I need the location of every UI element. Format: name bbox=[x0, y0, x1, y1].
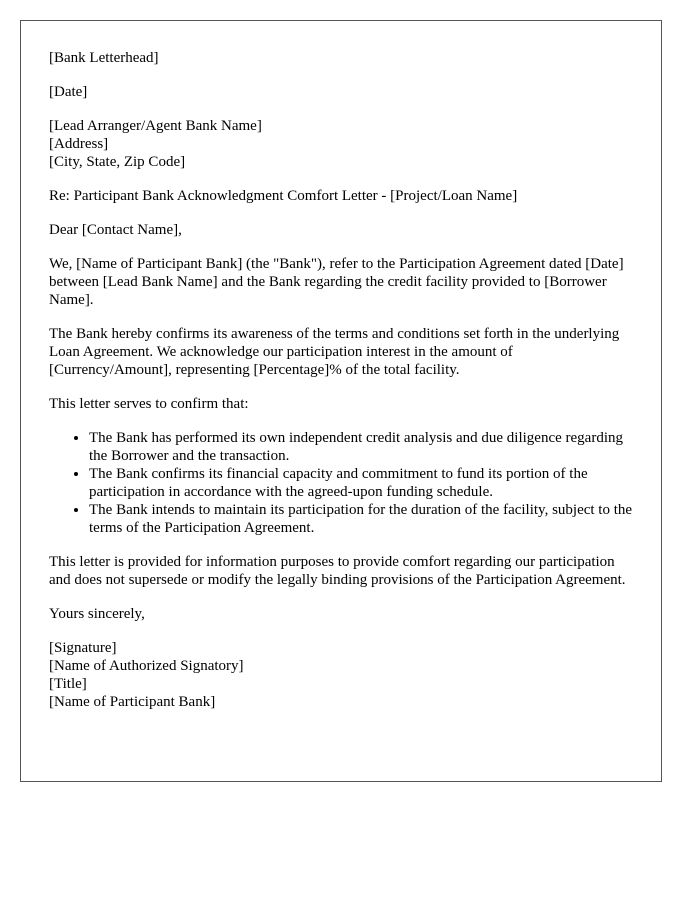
letterhead: [Bank Letterhead] bbox=[49, 50, 159, 66]
closing: Yours sincerely, bbox=[49, 606, 145, 622]
recipient-block bbox=[49, 117, 633, 171]
list-item: • The Bank confirms its financial capacity and commitment to fund its portion of the participation in accordance with the agreed-upon funding schedule. bbox=[89, 465, 633, 501]
body-paragraph: This letter serves to confirm that: bbox=[49, 396, 249, 412]
recipient-address: [Address] bbox=[49, 136, 109, 152]
letter bbox=[20, 20, 662, 782]
participant-bank: [Name of Participant Bank] bbox=[49, 694, 216, 710]
list-item: • The Bank has performed its own independent credit analysis and due diligence regarding the Borrower and the transaction. bbox=[89, 429, 633, 465]
closing-paragraph: This letter is provided for information purposes to provide comfort regarding our participation and does not supersede or modify the legally binding provisions of the Participation Agreement. bbox=[49, 554, 626, 588]
recipient-name: [Lead Arranger/Agent Bank Name] bbox=[49, 118, 262, 134]
signature: [Signature] bbox=[49, 640, 117, 656]
signatory-title: [Title] bbox=[49, 676, 87, 692]
list-item: • The Bank intends to maintain its participation for the duration of the facility, subject to the terms of the Participation Agreement. bbox=[89, 501, 633, 537]
body-paragraph: We, [Name of Participant Bank] (the "Bank"), refer to the Participation Agreement dated [Date] between [Lead Bank Name] and the Bank regarding the credit facility provided to [Borrower Name]. bbox=[49, 256, 624, 308]
recipient-city: [City, State, Zip Code] bbox=[49, 154, 186, 170]
salutation: Dear [Contact Name], bbox=[49, 222, 182, 238]
subject-line: Re: Participant Bank Acknowledgment Comfort Letter - [Project/Loan Name] bbox=[49, 188, 518, 204]
confirmation-list bbox=[49, 429, 633, 537]
date: [Date] bbox=[49, 84, 88, 100]
signature-block bbox=[49, 639, 633, 711]
body-paragraph: The Bank hereby confirms its awareness of the terms and conditions set forth in the underlying Loan Agreement. We acknowledge our participation interest in the amount of [Currency/Amount], representing [Percentage]% of the total facility. bbox=[49, 326, 620, 378]
signatory-name: [Name of Authorized Signatory] bbox=[49, 658, 244, 674]
